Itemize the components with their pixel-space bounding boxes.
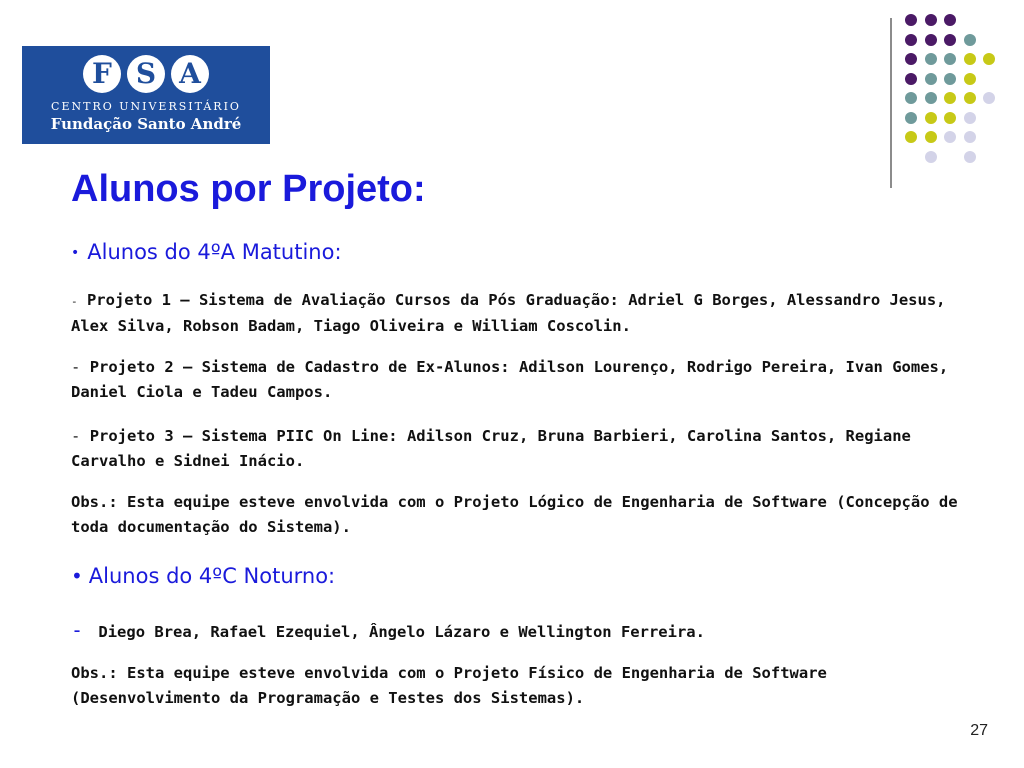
decorative-dot (983, 53, 995, 65)
decorative-dot (964, 92, 976, 104)
decorative-dot (944, 53, 956, 65)
logo-letter-s: S (127, 55, 165, 93)
decorative-dot (905, 112, 917, 124)
decorative-dot (905, 131, 917, 143)
logo-subtitle: CENTRO UNIVERSITÁRIO (51, 100, 241, 113)
decorative-dot (925, 112, 937, 124)
decorative-dot (905, 92, 917, 104)
section-heading-noturno (71, 564, 335, 588)
decorative-dot (964, 112, 976, 124)
decorative-dot (925, 92, 937, 104)
decorative-dot (944, 14, 956, 26)
decorative-dot (983, 92, 995, 104)
decorative-dot (944, 131, 956, 143)
project-item-text: Projeto 2 – Sistema de Cadastro de Ex-Alunos: Adilson Lourenço, Rodrigo Pereira, Ivan Gomes, Daniel Ciola e Tadeu Campos. (71, 358, 949, 401)
decorative-dot (964, 131, 976, 143)
project-item-text: Diego Brea, Rafael Ezequiel, Ângelo Lázaro e Wellington Ferreira. (98, 623, 705, 641)
decorative-dot (925, 131, 937, 143)
decorative-dot (964, 73, 976, 85)
decorative-dot (905, 14, 917, 26)
dash-icon: - (71, 618, 84, 642)
project-item (71, 618, 971, 645)
decorative-dot (925, 53, 937, 65)
dash-icon: - (71, 358, 81, 376)
bullet-icon: • (71, 564, 83, 588)
logo-letters (22, 55, 270, 93)
logo-name: Fundação Santo André (50, 115, 242, 133)
decorative-divider (890, 18, 892, 188)
decorative-dot (944, 34, 956, 46)
decorative-dot (925, 151, 937, 163)
observation-text: Obs.: Esta equipe esteve envolvida com o Projeto Lógico de Engenharia de Software (Concepção de toda documentação do Sistema). (71, 493, 958, 536)
decorative-dot (925, 34, 937, 46)
project-item (71, 424, 971, 474)
decorative-dot (964, 34, 976, 46)
section-heading-matutino (71, 240, 342, 264)
dash-icon: - (71, 427, 81, 445)
decorative-dot (944, 73, 956, 85)
project-item-text: Projeto 3 – Sistema PIIC On Line: Adilson Cruz, Bruna Barbieri, Carolina Santos, Regiane Carvalho e Sidnei Inácio. (71, 427, 911, 470)
project-item-text: Projeto 1 – Sistema de Avaliação Cursos da Pós Graduação: Adriel G Borges, Alessandro Jesus, Alex Silva, Robson Badam, Tiago Oliveira e William Coscolin. (71, 291, 946, 335)
decorative-dot (905, 73, 917, 85)
fsa-logo (22, 46, 270, 144)
decorative-dot (905, 34, 917, 46)
bullet-icon: • (71, 245, 80, 261)
logo-letter-a: A (171, 55, 209, 93)
decorative-dot (925, 73, 937, 85)
decorative-dot (964, 151, 976, 163)
dash-icon: - (71, 295, 78, 308)
decorative-dot (925, 14, 937, 26)
slide-title: Alunos por Projeto: (71, 168, 426, 210)
page-number: 27 (970, 722, 988, 739)
section-heading-text: Alunos do 4ºA Matutino: (87, 240, 342, 264)
section-heading-text: Alunos do 4ºC Noturno: (88, 564, 336, 588)
observation-text: Obs.: Esta equipe esteve envolvida com o Projeto Físico de Engenharia de Software (Desenvolvimento da Programação e Testes dos Sistemas). (71, 664, 827, 707)
decorative-dot (964, 53, 976, 65)
project-item (71, 355, 971, 405)
logo-letter-f: F (83, 55, 121, 93)
project-item (71, 288, 971, 339)
decorative-dot (944, 112, 956, 124)
decorative-dot (944, 92, 956, 104)
decorative-dot (905, 53, 917, 65)
